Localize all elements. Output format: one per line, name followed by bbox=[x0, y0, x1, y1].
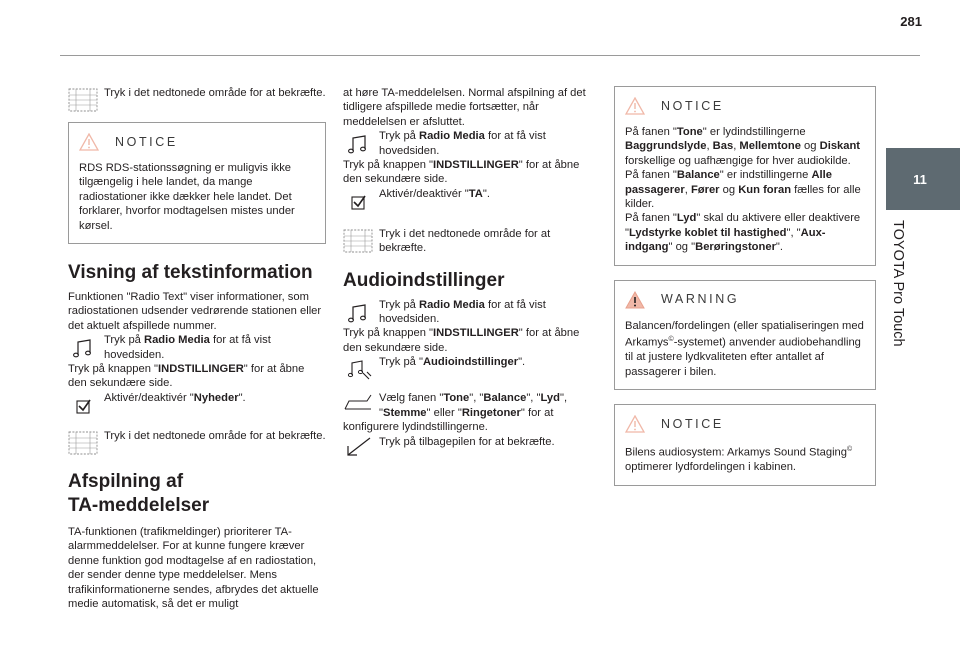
step-ta-toggle bbox=[343, 187, 598, 215]
checkbox-icon bbox=[343, 187, 373, 215]
grey-area-icon bbox=[343, 227, 373, 255]
chapter-number: 11 bbox=[913, 171, 927, 187]
checkbox-icon bbox=[68, 391, 98, 419]
audio-step-back bbox=[343, 435, 598, 463]
notice-header bbox=[79, 131, 315, 153]
chapter-tab bbox=[886, 148, 960, 210]
notice-text-lyd: På fanen "Lyd" skal du aktivere eller deaktivere "Lydstyrke koblet til hastighed", "Aux-indgang" og "Berøringstoner". bbox=[625, 212, 861, 254]
warning-triangle-icon bbox=[625, 97, 645, 115]
tap-grey-step bbox=[343, 227, 598, 256]
notice-box-rds bbox=[68, 122, 326, 244]
ta-paragraph-continued: at høre TA-meddelelsen. Normal afspilning af det tidligere afspillede medie fortsætter, når meddelelsen er afsluttet. bbox=[343, 87, 586, 128]
tap-grey-text: Tryk i det nedtonede område for at bekræfte. bbox=[104, 429, 326, 442]
audio-step-tabs bbox=[343, 391, 598, 420]
step-settings-text: Tryk på knappen "INDSTILLINGER" for at åbne den sekundære side. bbox=[68, 363, 305, 390]
chapter-title-vertical bbox=[880, 220, 916, 380]
step-text: Tryk på Radio Media for at få vist hovedsiden. bbox=[104, 334, 271, 361]
music-note-icon bbox=[343, 298, 373, 326]
audio-step-radio-media bbox=[343, 298, 598, 327]
chapter-title: TOYOTA Pro Touch bbox=[890, 220, 906, 347]
warning-triangle-icon bbox=[625, 291, 645, 309]
notice-text-tone: På fanen "Tone" er lydindstillingerne Baggrundslyde, Bas, Mellemtone og Diskant forskellige og uafhængige for hver audiokilde. bbox=[625, 126, 861, 167]
step-text: Tryk på Radio Media for at få vist hovedsiden. bbox=[379, 298, 546, 326]
step-text: Aktivér/deaktivér "TA". bbox=[379, 187, 490, 200]
warning-text: Balancen/fordelingen (eller spatialiseringen med Arkamys©-systemet) anvender audiobehandling til at justere lydkvaliteten efter antallet af passagerer i bilen. bbox=[625, 319, 864, 378]
step-text: Tryk på "Audioindstillinger". bbox=[379, 356, 526, 369]
tap-grey-text: Tryk i det nedtonede område for at bekræfte. bbox=[379, 227, 551, 255]
heading-ta-line2: TA-meddelelser bbox=[68, 494, 210, 516]
tap-grey-text: Tryk i det nedtonede område for at bekræfte. bbox=[104, 87, 326, 99]
tap-grey-step-2 bbox=[68, 429, 326, 457]
notice-label: NOTICE bbox=[661, 98, 724, 113]
warning-label: WARNING bbox=[661, 292, 740, 307]
step-radio-media bbox=[343, 129, 598, 158]
step-text: Tryk på tilbagepilen for at bekræfte. bbox=[379, 435, 555, 448]
music-note-icon bbox=[68, 333, 98, 361]
grey-area-icon bbox=[68, 86, 98, 114]
step-settings-text: Tryk på knappen "INDSTILLINGER" for at åbne den sekundære side. bbox=[343, 159, 580, 186]
audio-settings-icon bbox=[343, 355, 373, 383]
column-2 bbox=[343, 86, 598, 463]
step-text: Vælg fanen "Tone", "Balance", "Lyd", "Stemme" eller "Ringetoner" for at bbox=[379, 392, 568, 419]
header-rule bbox=[60, 55, 920, 56]
warning-triangle-icon bbox=[79, 133, 99, 151]
ta-paragraph: TA-funktionen (trafikmeldinger) prioriterer TA-alarmmeddelelser. For at kunne fungere kræver denne funktion god modtagelse af en radiostation, der sender denne type meddelelser. Mens trafikinformationerne sendes, afbrydes det aktuelle medie automatisk, så det er muligt bbox=[68, 525, 319, 610]
notice-text: Bilens audiosystem: Arkamys Sound Staging© optimerer lydfordelingen i kabinen. bbox=[625, 446, 853, 474]
column-3 bbox=[614, 86, 876, 486]
notice-box-tabs bbox=[614, 86, 876, 266]
page-number: 281 bbox=[900, 14, 922, 29]
audio-step-open-settings bbox=[343, 355, 598, 383]
notice-label: NOTICE bbox=[115, 134, 178, 149]
step-radio-media bbox=[68, 333, 326, 362]
text-info-paragraph: Funktionen "Radio Text" viser informationer, som radiostationen udsender vedrørende stationen eller det aktuelt afspillede nummer. bbox=[68, 291, 322, 332]
heading-ta-line1: Afspilning af bbox=[68, 470, 184, 492]
warning-header bbox=[625, 289, 865, 311]
column-1 bbox=[68, 86, 326, 611]
back-arrow-icon bbox=[343, 435, 373, 463]
notice-text: RDS RDS-stationssøgning er muligvis ikke tilgængelig i hele landet, da mange radiostationer ikke dækker hele landet. Det forklarer, hvorfor modtagelsen mistes under kørsel. bbox=[79, 162, 295, 232]
audio-step-tabs-cont: konfigurere lydindstillingerne. bbox=[343, 421, 488, 434]
notice-header bbox=[625, 95, 865, 117]
tap-grey-step-1 bbox=[68, 86, 326, 114]
warning-triangle-icon bbox=[625, 415, 645, 433]
warning-box bbox=[614, 280, 876, 390]
step-text: Aktivér/deaktivér "Nyheder". bbox=[104, 391, 246, 404]
grey-area-icon bbox=[68, 429, 98, 457]
heading-audio-settings: Audioindstillinger bbox=[343, 269, 505, 291]
audio-step-settings-text: Tryk på knappen "INDSTILLINGER" for at åbne den sekundære side. bbox=[343, 327, 580, 354]
step-news-toggle bbox=[68, 391, 326, 419]
music-note-icon bbox=[343, 129, 373, 157]
step-text: Tryk på Radio Media for at få vist hovedsiden. bbox=[379, 130, 546, 157]
notice-box-arkamys bbox=[614, 404, 876, 486]
heading-text-info: Visning af tekstinformation bbox=[68, 262, 313, 284]
tab-select-icon bbox=[343, 391, 373, 419]
notice-text-balance: På fanen "Balance" er indstillingerne Alle passagerer, Fører og Kun foran fælles for alle kilder. bbox=[625, 169, 861, 211]
notice-header bbox=[625, 413, 865, 435]
notice-label: NOTICE bbox=[661, 416, 724, 431]
